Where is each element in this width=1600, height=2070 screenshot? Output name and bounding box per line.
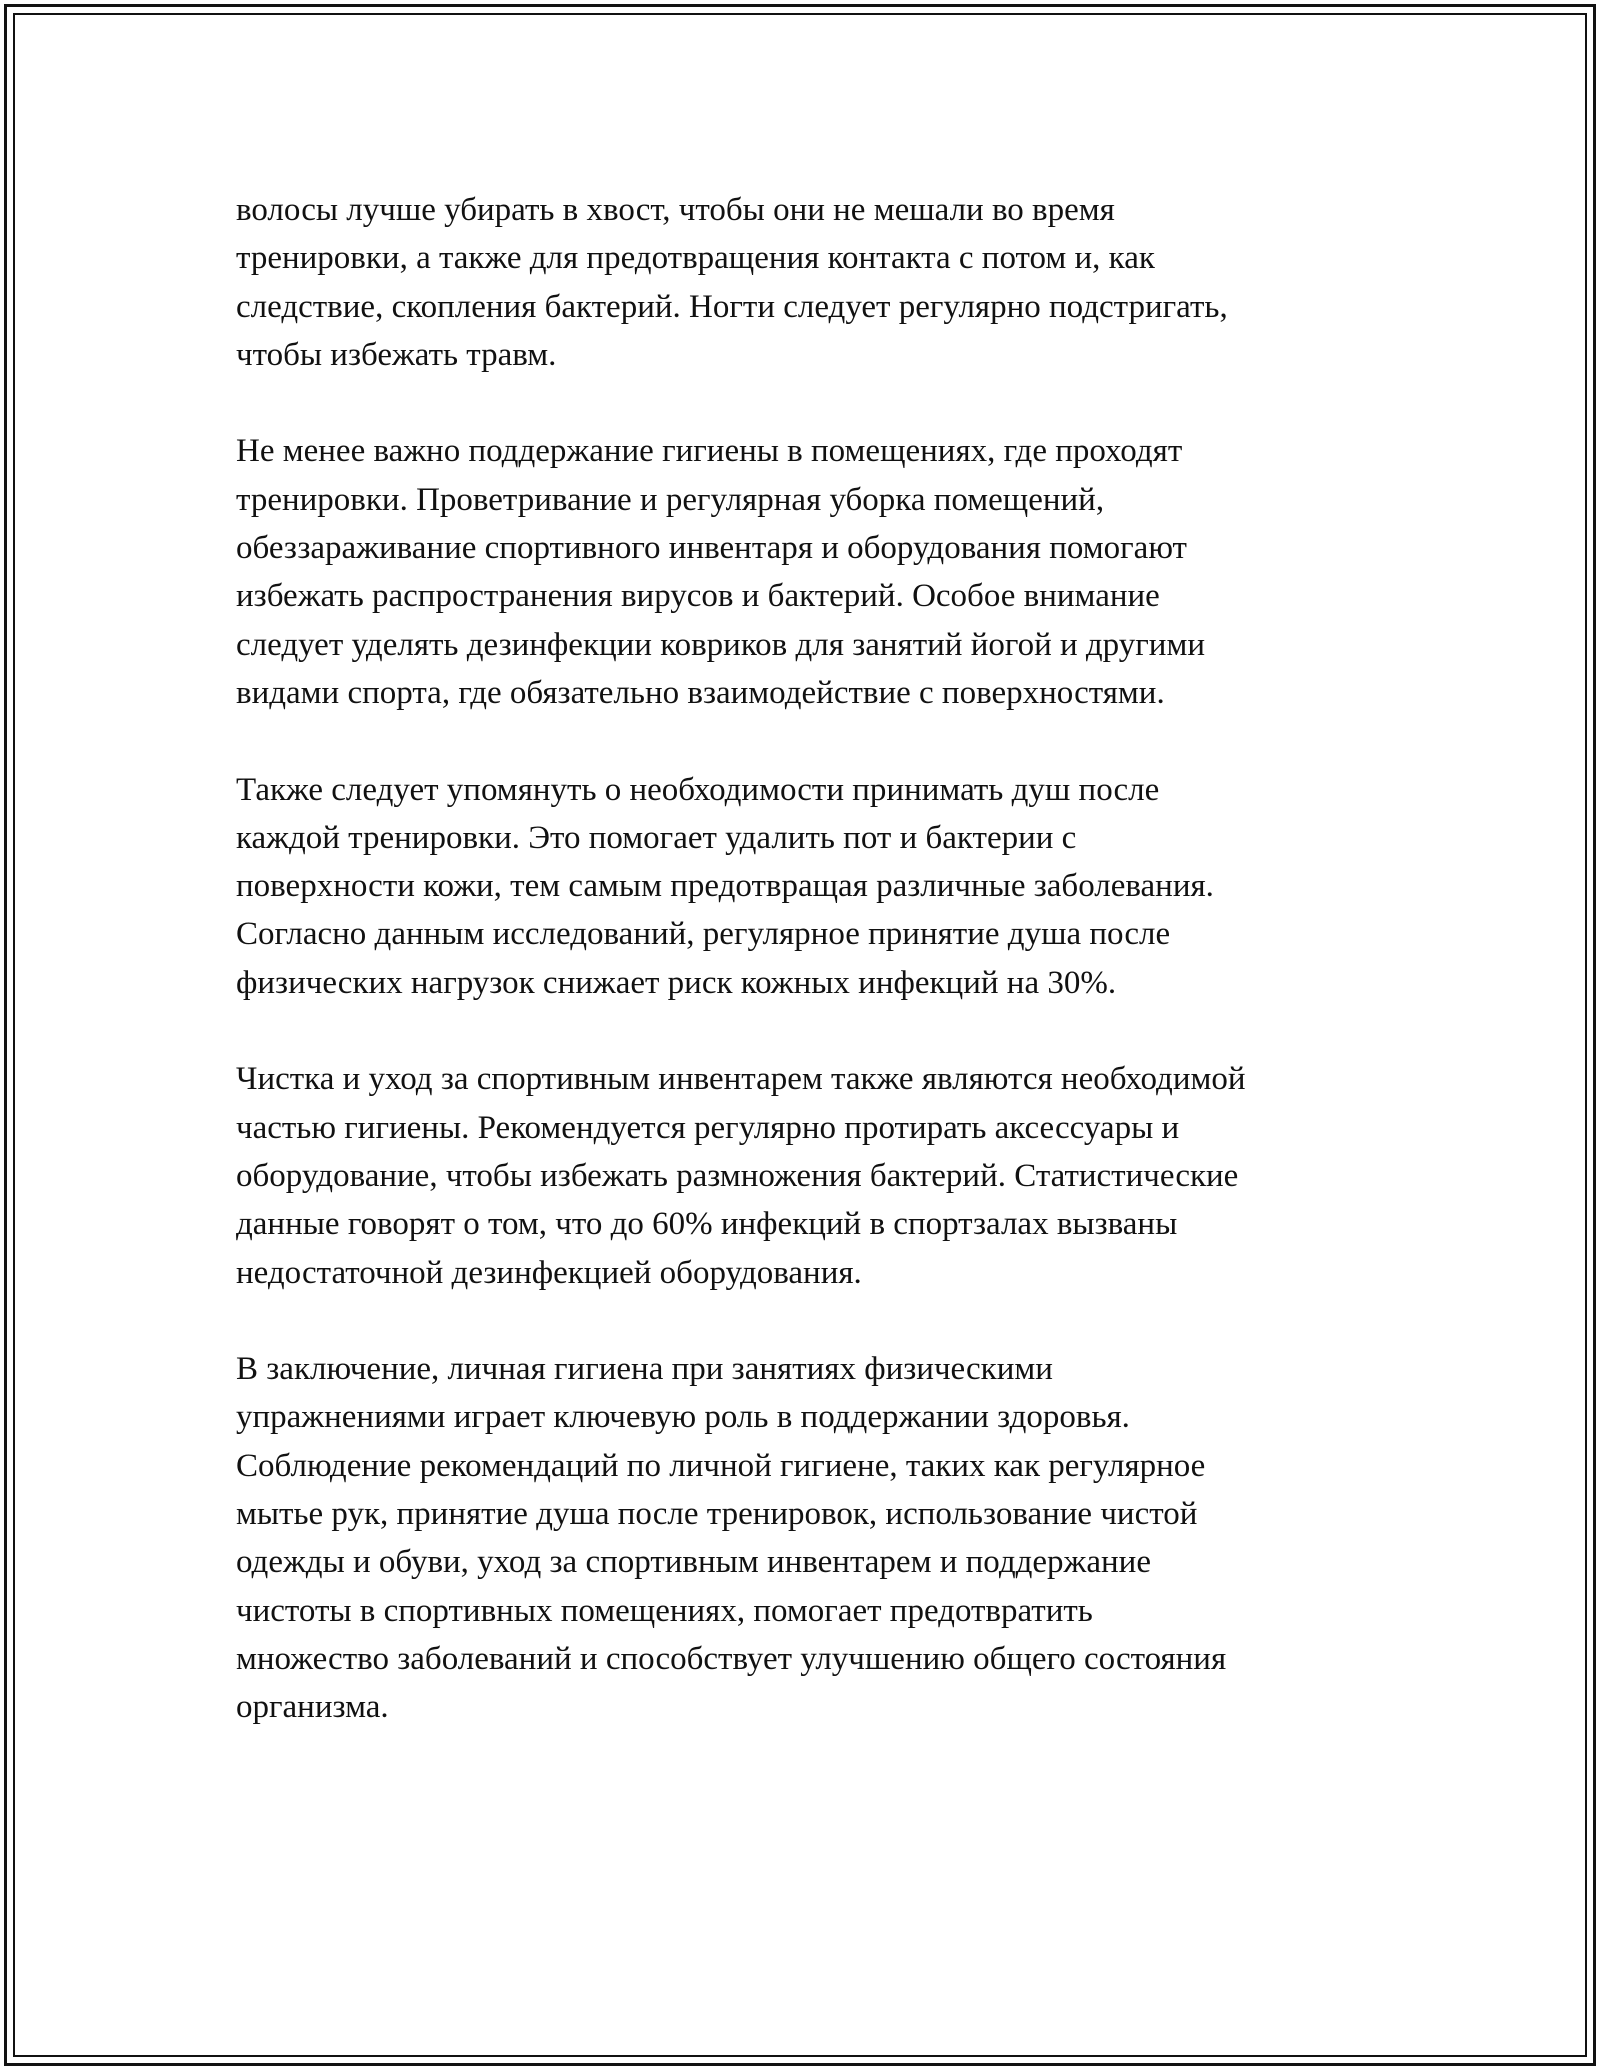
- text-line: Чистка и уход за спортивным инвентарем также являются необходимой: [236, 1061, 1246, 1098]
- text-line: одежды и обуви, уход за спортивным инвентарем и поддержание: [236, 1544, 1151, 1581]
- text-line: частью гигиены. Рекомендуется регулярно протирать аксессуары и: [236, 1109, 1180, 1146]
- text-line: мытье рук, принятие душа после тренировок, использование чистой: [236, 1496, 1198, 1533]
- document-body: [236, 186, 1386, 1780]
- text-line: множество заболеваний и способствует улучшению общего состояния: [236, 1640, 1227, 1677]
- text-line: видами спорта, где обязательно взаимодействие с поверхностями.: [236, 674, 1165, 711]
- text-line: обеззараживание спортивного инвентаря и оборудования помогают: [236, 530, 1187, 567]
- text-line: недостаточной дезинфекцией оборудования.: [236, 1254, 862, 1291]
- text-line: оборудование, чтобы избежать размножения бактерий. Статистические: [236, 1157, 1239, 1194]
- paragraph-shower: [236, 766, 1386, 1007]
- text-line: чтобы избежать травм.: [236, 336, 557, 373]
- text-line: физических нагрузок снижает риск кожных инфекций на 30%.: [236, 964, 1117, 1001]
- text-line: Соблюдение рекомендаций по личной гигиене, таких как регулярное: [236, 1447, 1206, 1484]
- text-line: тренировки, а также для предотвращения контакта с потом и, как: [236, 240, 1155, 277]
- text-line: организма.: [236, 1689, 389, 1726]
- paragraph-equipment-care: [236, 1055, 1386, 1296]
- text-line: Также следует упомянуть о необходимости принимать душ после: [236, 771, 1160, 808]
- paragraph-conclusion: [236, 1345, 1386, 1731]
- text-line: поверхности кожи, тем самым предотвращая различные заболевания.: [236, 868, 1214, 905]
- paragraph-hair-nails: [236, 186, 1386, 379]
- text-line: волосы лучше убирать в хвост, чтобы они не мешали во время: [236, 192, 1115, 228]
- text-line: Согласно данным исследований, регулярное принятие душа после: [236, 916, 1171, 953]
- text-line: данные говорят о том, что до 60% инфекций в спортзалах вызваны: [236, 1206, 1178, 1243]
- text-line: чистоты в спортивных помещениях, помогает предотвратить: [236, 1592, 1093, 1629]
- text-line: следует уделять дезинфекции ковриков для занятий йогой и другими: [236, 626, 1205, 663]
- text-line: В заключение, личная гигиена при занятиях физическими: [236, 1351, 1053, 1388]
- text-line: упражнениями играет ключевую роль в поддержании здоровья.: [236, 1399, 1130, 1436]
- paragraph-room-hygiene: [236, 427, 1386, 717]
- text-line: Не менее важно поддержание гигиены в помещениях, где проходят: [236, 433, 1183, 470]
- text-line: тренировки. Проветривание и регулярная уборка помещений,: [236, 481, 1105, 518]
- text-line: избежать распространения вирусов и бактерий. Особое внимание: [236, 578, 1160, 615]
- text-line: следствие, скопления бактерий. Ногти следует регулярно подстригать,: [236, 288, 1228, 325]
- text-line: каждой тренировки. Это помогает удалить пот и бактерии с: [236, 819, 1077, 856]
